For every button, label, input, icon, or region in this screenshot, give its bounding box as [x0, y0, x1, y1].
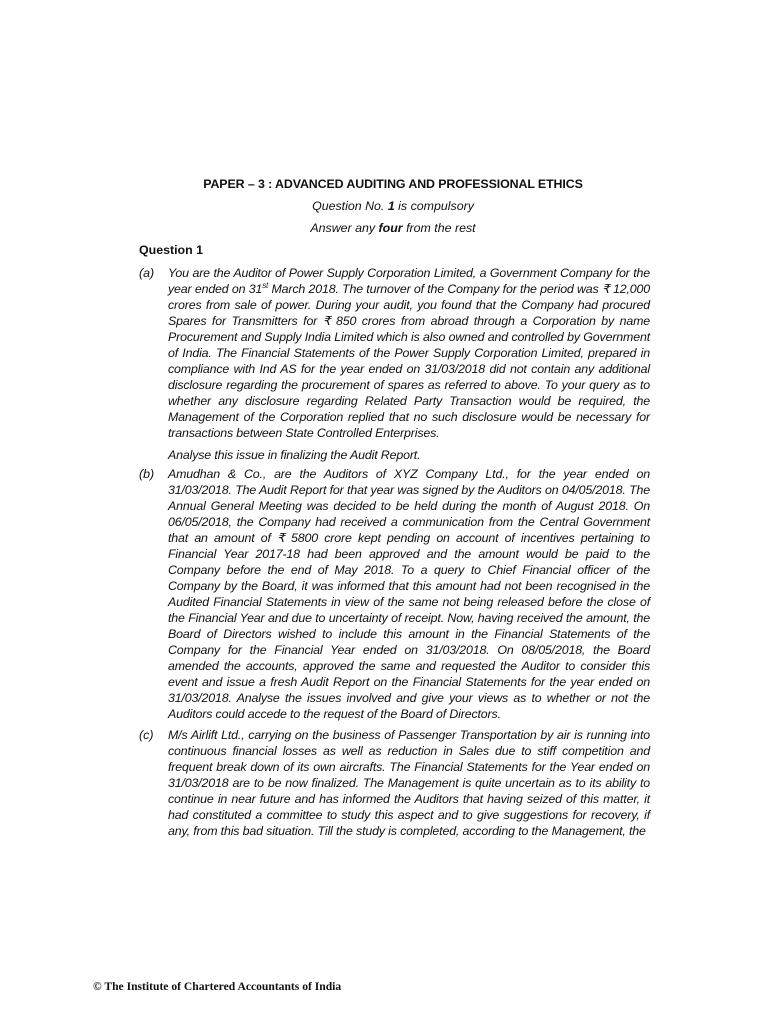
item-a-text-rest: March 2018. The turnover of the Company for the period was ₹ 12,000 crores from sale of power. During your audit, you found that the Company had procured Spares for Transmitters for ₹ 850 crores from abroad through a Corporation by name Procurement and Supply India Limited which is also owned and controlled by Government of India. The Financial Statements of the Power Supply Corporation Limited, prepared in compliance with Ind AS for the year ended on 31/03/2018 did not contain any additional disclosure regarding the procurement of spares as referred to above. To your query as to whether any disclosure regarding Related Party Transaction would be required, the Management of the Corporation replied that no such disclosure would be necessary for transactions between State Controlled Enterprises.	[168, 282, 650, 440]
question-item-a	[139, 265, 650, 463]
item-c-body: M/s Airlift Ltd., carrying on the business of Passenger Transportation by air is running into continuous financial losses as well as reduction in Sales due to stiff competition and frequent break down of its own aircrafts. The Financial Statements for the Year ended on 31/03/2018 are to be now finalized. The Management is quite uncertain as to its ability to continue in near future and has informed the Auditors that having seized of this matter, it had constituted a committee to study this aspect and to give suggestions for recovery, if any, from this bad situation. Till the study is completed, according to the Management, the	[168, 728, 650, 838]
question-item-b	[139, 466, 650, 722]
footer-copyright: © The Institute of Chartered Accountants of India	[93, 980, 342, 993]
instruction-compulsory-post: is compulsory	[394, 199, 474, 213]
item-marker-b: (b)	[139, 467, 155, 481]
paper-title: PAPER – 3 : ADVANCED AUDITING AND PROFESSIONAL ETHICS	[203, 177, 583, 191]
item-a-superscript: st	[262, 280, 269, 290]
item-marker-c: (c)	[139, 728, 154, 742]
item-a-text-start: You are the Auditor of Power Supply Corporation Limited, a Government Company for the year ended on 31	[168, 266, 650, 296]
instruction-answer-any	[0, 221, 768, 235]
instruction-compulsory	[0, 199, 768, 213]
instruction-answer-pre: Answer any	[310, 221, 379, 235]
instruction-answer-post: from the rest	[402, 221, 476, 235]
instruction-answer-count: four	[378, 221, 403, 235]
item-a-instruction: Analyse this issue in finalizing the Audit Report.	[168, 448, 421, 462]
question-heading: Question 1	[139, 243, 204, 257]
instruction-compulsory-pre: Question No.	[312, 199, 388, 213]
item-marker-a: (a)	[139, 266, 155, 280]
instruction-compulsory-number: 1	[387, 199, 395, 213]
item-b-body: Amudhan & Co., are the Auditors of XYZ Company Ltd., for the year ended on 31/03/2018. The Audit Report for that year was signed by the Auditors on 04/05/2018. The Annual General Meeting was decided to be held during the month of August 2018. On 06/05/2018, the Company had received a communication from the Central Government that an amount of ₹ 5800 crore kept pending on account of incentives pertaining to Financial Year 2017-18 had been approved and the amount would be paid to the Company before the end of May 2018. To a query to Chief Financial officer of the Company by the Board, it was informed that this amount had not been recognised in the Audited Financial Statements in view of the same not being released before the close of the Financial Year and due to uncertainty of receipt. Now, having received the amount, the Board of Directors wished to include this amount in the Financial Statements of the Company for the Financial Year ended on 31/03/2018. On 08/05/2018, the Board amended the accounts, approved the same and requested the Auditor to consider this event and issue a fresh Audit Report on the Financial Statements for the year ended on 31/03/2018. Analyse the issues involved and give your views as to whether or not the Auditors could accede to the request of the Board of Directors.	[168, 467, 650, 721]
question-item-c	[139, 727, 650, 839]
item-a-body	[168, 265, 650, 441]
